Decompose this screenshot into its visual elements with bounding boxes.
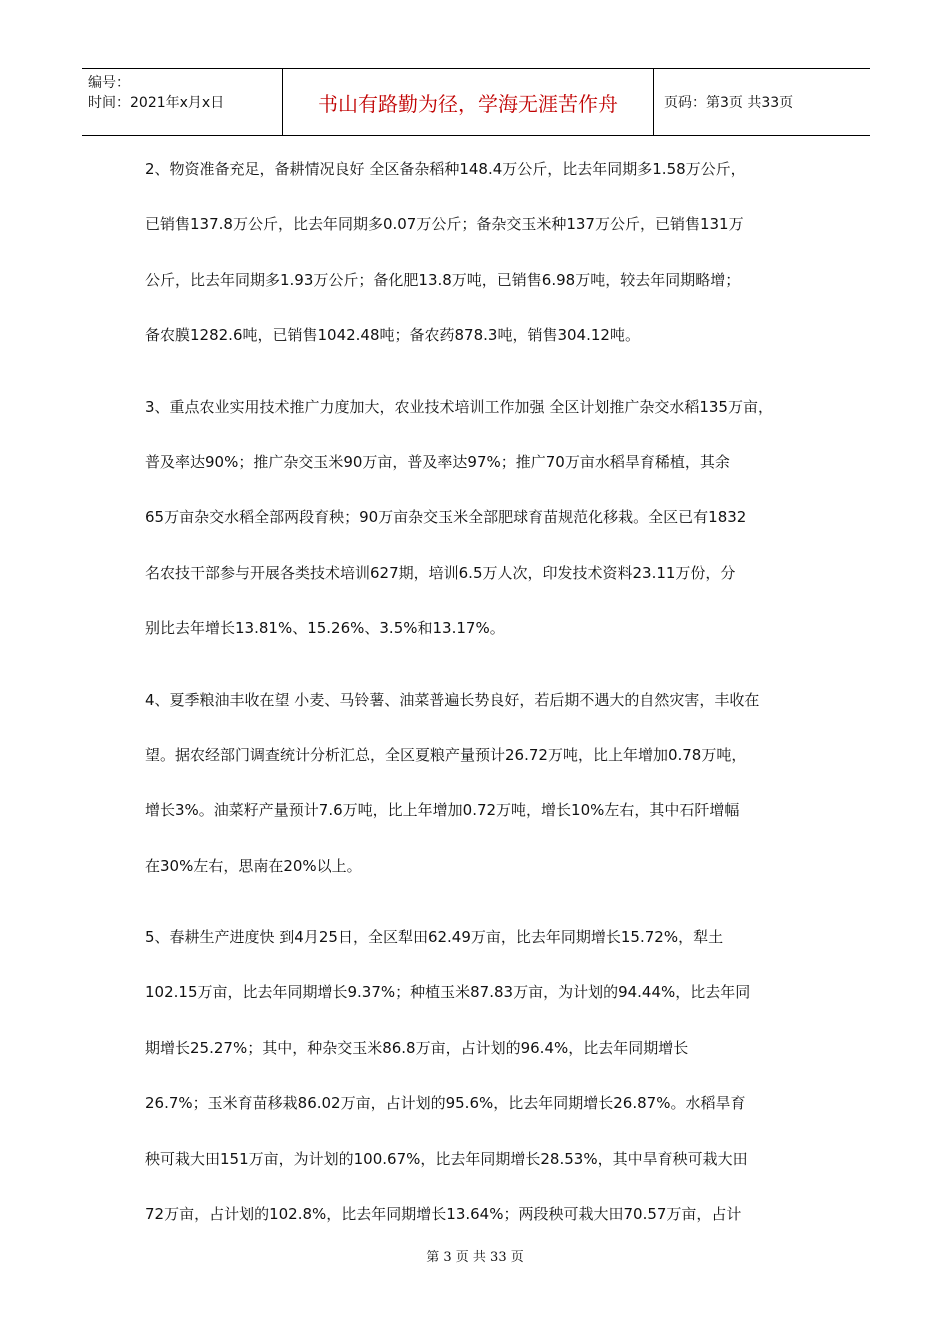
page-header (82, 68, 870, 136)
text-line: 已销售137.8万公斤，比去年同期多0.07万公斤；备杂交玉米种137万公斤，已销售131万 (145, 215, 744, 234)
text-line: 72万亩，占计划的102.8%，比去年同期增长13.64%；两段秧可栽大田70.57万亩，占计 (145, 1205, 742, 1224)
text-line: 26.7%；玉米育苗移栽86.02万亩，占计划的95.6%，比去年同期增长26.87%。水稻旱育 (145, 1094, 746, 1113)
text-line: 公斤，比去年同期多1.93万公斤；备化肥13.8万吨，已销售6.98万吨，较去年同期略增； (145, 270, 741, 289)
header-meta (82, 69, 282, 135)
text-line: 期增长25.27%；其中，种杂交玉米86.8万亩，占计划的96.4%，比去年同期增长 (145, 1038, 689, 1057)
text-line: 增长3%。油菜籽产量预计7.6万吨，比上年增加0.72万吨，增长10%左右，其中石阡增幅 (145, 801, 740, 820)
text-line: 2、物资准备充足，备耕情况良好 全区备杂稻种148.4万公斤，比去年同期多1.58万公斤， (145, 160, 746, 178)
paragraph-supplies (145, 142, 825, 364)
text-line: 5、春耕生产进度快 到4月25日，全区犁田62.49万亩，比去年同期增长15.72%，犁土 (145, 928, 724, 947)
header-page-info: 页码：第3页 共33页 (664, 95, 794, 111)
text-line: 别比去年增长13.81%、15.26%、3.5%和13.17%。 (145, 619, 505, 638)
text-line: 102.15万亩，比去年同期增长9.37%；种植玉米87.83万亩，为计划的94.44%，比去年同 (145, 983, 751, 1002)
text-line: 备农膜1282.6吨，已销售1042.48吨；备农药878.3吨，销售304.12吨。 (145, 326, 640, 345)
paragraph-technology (145, 380, 825, 657)
document-number-label: 编号： (88, 75, 130, 91)
text-line: 3、重点农业实用技术推广力度加大，农业技术培训工作加强 全区计划推广杂交水稻135万亩， (145, 397, 773, 416)
paragraph-harvest (145, 673, 825, 895)
document-date: 时间：2021年x月x日 (88, 95, 225, 111)
page-footer: 第 3 页 共 33 页 (426, 1250, 524, 1265)
text-line: 普及率达90%；推广杂交玉米90万亩，普及率达97%；推广70万亩水稻旱育稀植，其余 (145, 452, 730, 471)
paragraph-progress (145, 910, 825, 1242)
header-motto: 书山有路勤为径，学海无涯苦作舟 (282, 69, 654, 135)
text-line: 望。据农经部门调查统计分析汇总，全区夏粮产量预计26.72万吨，比上年增加0.78万吨， (145, 745, 747, 764)
text-line: 4、夏季粮油丰收在望 小麦、马铃薯、油菜普遍长势良好，若后期不遇大的自然灾害，丰收在 (145, 690, 760, 709)
text-line: 在30%左右，思南在20%以上。 (145, 856, 362, 875)
text-line: 65万亩杂交水稻全部两段育秧；90万亩杂交玉米全部肥球育苗规范化移栽。全区已有1832 (145, 508, 747, 527)
text-line: 名农技干部参与开展各类技术培训627期，培训6.5万人次，印发技术资料23.11万份，分 (145, 563, 736, 582)
text-line: 秧可栽大田151万亩，为计划的100.67%，比去年同期增长28.53%，其中旱育秧可栽大田 (145, 1149, 748, 1168)
document-body (145, 142, 825, 1258)
